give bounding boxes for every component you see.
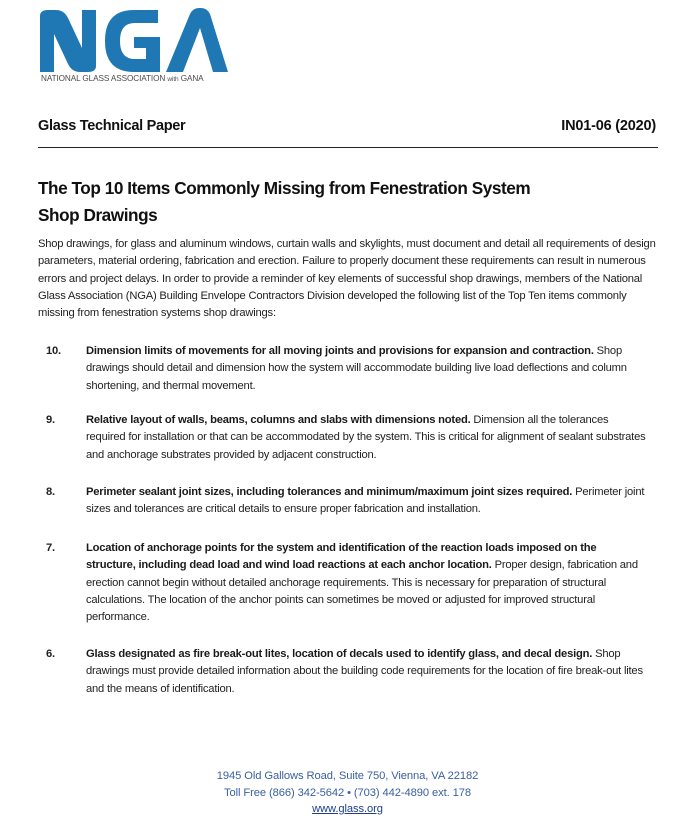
page-title-line-1: The Top 10 Items Commonly Missing from Fenestration System	[38, 178, 531, 198]
footer-address: 1945 Old Gallows Road, Suite 750, Vienna, VA 22182	[216, 770, 479, 782]
item-number: 8.	[46, 486, 55, 498]
item-number: 9.	[46, 414, 55, 426]
item-number: 6.	[46, 648, 55, 660]
document-header	[38, 118, 658, 140]
item-body: Shop drawings should detail and dimension how the system will accommodate building live load deflections and column shortening, and thermal movement.	[86, 345, 627, 392]
page-footer	[0, 768, 695, 818]
item-text	[86, 540, 646, 626]
footer-website-link[interactable]: www.glass.org	[312, 803, 383, 815]
nga-logo-mark	[38, 8, 228, 74]
logo-subtitle-with: with	[167, 76, 179, 83]
item-text	[86, 343, 646, 395]
intro-paragraph: Shop drawings, for glass and aluminum windows, curtain walls and skylights, must document and detail all requirements of design parameters, material ordering, fabrication and erection. Failure to properly document these requirements can result in numerous errors and project delays. In order to provide a reminder of key elements of successful shop drawings, members of the National Glass Association (NGA) Building Envelope Contractors Division developed the following list of the Top Ten items commonly missing from fenestration systems shop drawings:	[38, 238, 656, 320]
item-heading: Glass designated as fire break-out lites, location of decals used to identify glass, and decal design.	[86, 648, 596, 660]
logo-subtitle-main: NATIONAL GLASS ASSOCIATION	[41, 74, 166, 83]
page-title	[38, 175, 658, 229]
item-text	[86, 484, 646, 519]
item-body: Proper design, fabrication and erection cannot begin without detailed anchorage requirements. This is necessary for preparation of structural calculations. The location of the anchor points can sometimes be moved or adjusted for improved structural performance.	[86, 559, 638, 624]
logo-letter-a	[166, 8, 228, 72]
item-number: 7.	[46, 542, 55, 554]
logo-subtitle	[41, 74, 204, 83]
nga-logo	[38, 8, 228, 88]
item-body: Shop drawings must provide detailed information about the building code requirements for the location of fire break-out lites and the means of identification.	[86, 648, 643, 695]
item-heading: Dimension limits of movements for all moving joints and provisions for expansion and contraction.	[86, 345, 597, 357]
item-heading: Perimeter sealant joint sizes, including tolerances and minimum/maximum joint sizes required.	[86, 486, 576, 498]
document-id: IN01-06 (2020)	[561, 118, 656, 134]
item-text	[86, 646, 646, 698]
item-number: 10.	[46, 345, 61, 357]
footer-phones: Toll Free (866) 342-5642 • (703) 442-4890 ext. 178	[223, 786, 472, 799]
item-text	[86, 412, 646, 464]
header-divider	[38, 147, 658, 148]
item-heading: Location of anchorage points for the system and identification of the reaction loads imposed on the structure, including dead load and wind load reactions at each anchor location.	[86, 542, 597, 572]
item-heading: Relative layout of walls, beams, columns and slabs with dimensions noted.	[86, 414, 474, 426]
page-title-line-2: Shop Drawings	[38, 205, 158, 225]
logo-letter-g	[105, 10, 160, 72]
document-type: Glass Technical Paper	[38, 118, 186, 134]
item-body: Dimension all the tolerances required for installation or that can be accommodated by the system. This is critical for alignment of sealant substrates and anchorage substrates provided by adjacent construction.	[86, 414, 646, 461]
logo-letter-n	[40, 10, 96, 72]
logo-subtitle-tail: GANA	[180, 74, 204, 83]
item-body: Perimeter joint sizes and tolerances are critical details to ensure proper fabrication and installation.	[86, 486, 645, 516]
